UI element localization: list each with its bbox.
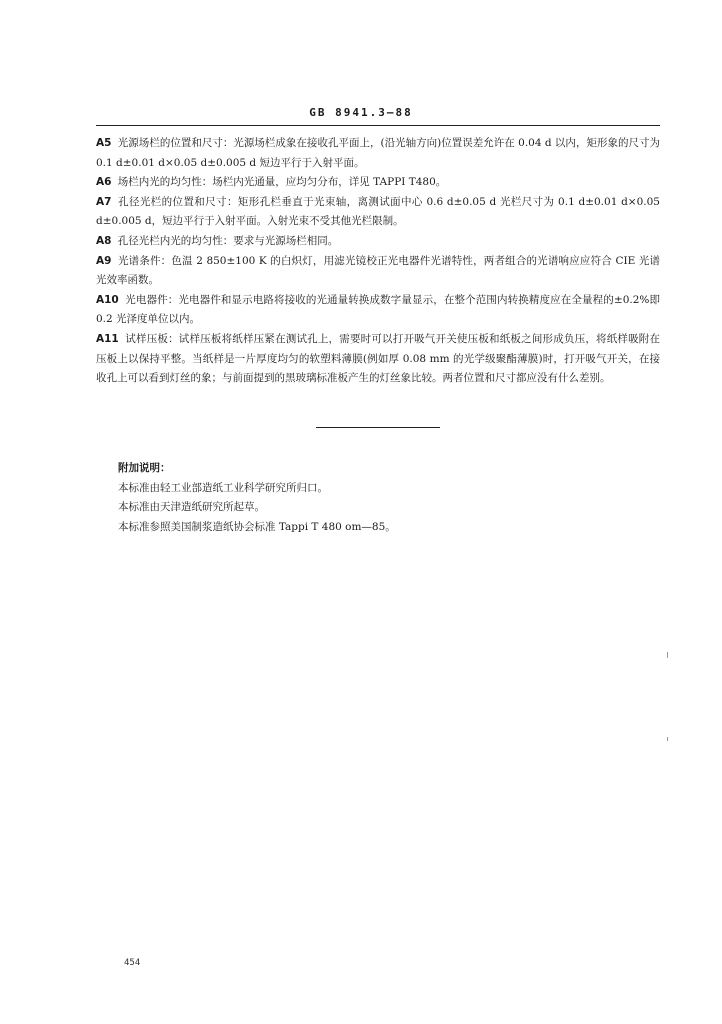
appendix-body — [96, 134, 660, 389]
paragraph-label: A5 — [96, 137, 112, 149]
additional-notes — [118, 459, 658, 537]
paragraph-label: A6 — [96, 176, 112, 189]
paragraph-a6 — [96, 173, 660, 193]
paragraph-label: A11 — [96, 332, 119, 345]
paragraph-a10 — [96, 291, 660, 330]
standard-number-header: GB 8941.3—88 — [309, 106, 413, 119]
page-number: 454 — [124, 958, 141, 968]
notes-line: 本标准参照美国制浆造纸协会标准 Tappi T 480 om—85。 — [118, 520, 396, 533]
paragraph-text: 光源场栏的位置和尺寸：光源场栏成象在接收孔平面上，(沿光轴方向)位置误差允许在 0.04 d 以内，矩形象的尺寸为 0.1 d±0.01 d×0.05 d±0.005 d 短边平行于入射平面。 — [96, 137, 660, 169]
paragraph-text: 光电器件：光电器件和显示电路将接收的光通量转换成数字量显示，在整个范围内转换精度应在全量程的±0.2%即 0.2 光泽度单位以内。 — [96, 293, 660, 326]
paragraph-text: 试样压板：试样压板将纸样压紧在测试孔上，需要时可以打开吸气开关使压板和纸板之间形成负压，将纸样吸附在压板上以保持平整。当纸样是一片厚度均匀的软塑料薄膜(例如厚 0.08 mm 的光学级聚酯薄膜)时，打开吸气开关，在接收孔上可以看到灯丝的象；与前面提到的黑玻璃标准板产生的灯丝象比较。两者位置和尺寸都应没有什么差别。 — [96, 332, 661, 385]
paragraph-a8 — [96, 232, 660, 252]
paragraph-a9 — [96, 252, 660, 291]
paragraph-label: A7 — [96, 195, 112, 208]
scan-speck — [667, 737, 668, 741]
paragraph-text: 光谱条件：色温 2 850±100 K 的白炽灯，用滤光镜校正光电器件光谱特性，两者组合的光谱响应应符合 CIE 光谱光效率函数。 — [96, 254, 661, 287]
scan-speck — [667, 652, 668, 658]
notes-line: 本标准由天津造纸研究所起草。 — [118, 501, 265, 514]
paragraph-a11 — [96, 330, 660, 389]
paragraph-label: A8 — [96, 234, 112, 247]
paragraph-text: 孔径光栏内光的均匀性：要求与光源场栏相同。 — [117, 234, 339, 247]
header-rule — [96, 125, 660, 126]
notes-line: 本标准由轻工业部造纸工业科学研究所归口。 — [118, 481, 328, 494]
paragraph-a5 — [96, 134, 660, 173]
paragraph-text: 场栏内光的均匀性：场栏内光通量，应均匀分布，详见 TAPPI T480。 — [117, 176, 447, 189]
notes-title: 附加说明： — [118, 462, 171, 474]
section-end-rule — [316, 427, 440, 428]
paragraph-text: 孔径光栏的位置和尺寸：矩形孔栏垂直于光束轴，离测试面中心 0.6 d±0.05 d 光栏尺寸为 0.1 d±0.01 d×0.05 d±0.005 d，短边平行于入射平面。入射光束不受其他光栏限制。 — [96, 195, 660, 228]
paragraph-label: A10 — [96, 293, 119, 306]
paragraph-a7 — [96, 193, 660, 232]
paragraph-label: A9 — [96, 254, 112, 267]
